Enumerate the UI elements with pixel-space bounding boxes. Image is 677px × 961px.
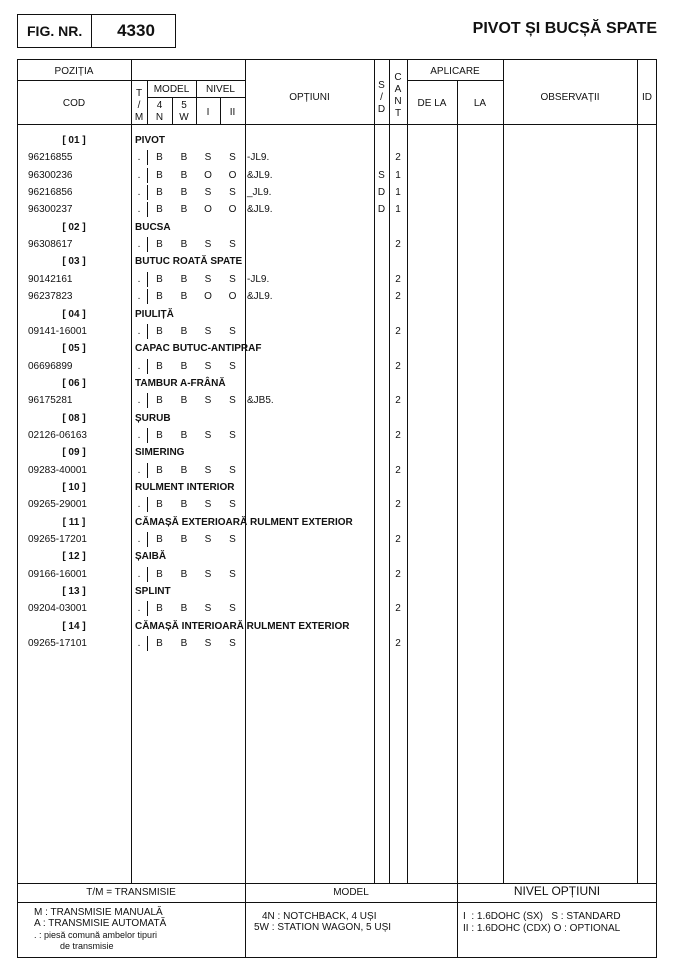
cant-value: 2 [395,239,401,251]
nivel-ii-value: S [229,325,236,337]
cant-value: 1 [395,204,401,216]
footer-tm-line: A : TRANSMISIE AUTOMATĂ [34,918,167,929]
model-4n-value: B [156,638,163,650]
section-name: ȘAIBĂ [135,551,167,563]
header-line-model [147,97,245,98]
section-row [0,341,677,358]
footer-tm-title: T/M = TRANSMISIE [86,887,176,898]
tm-value: . [137,325,141,337]
model-5w-value: B [180,152,188,164]
tm-value: . [137,187,141,199]
cant-value: 2 [395,291,401,303]
section-row [0,254,677,271]
nivel-ii-value: S [229,534,236,546]
header-tm-t: T [135,88,143,99]
header-cod: COD [62,98,86,109]
part-row [0,324,677,341]
section-ref: [ 12 ] [62,551,86,563]
model-5w-value: B [180,360,188,372]
nivel-i-value: O [204,291,212,303]
part-row [0,202,677,219]
model-5w-value: B [180,395,188,407]
part-code: 90142161 [28,273,73,285]
nivel-i-value: S [204,325,212,337]
footer-model-line: 4N : NOTCHBACK, 4 UȘI [262,911,377,922]
header-line-aplicare [407,80,503,81]
part-row [0,636,677,653]
nivel-ii-value: S [229,499,236,511]
tm-value: . [137,291,141,303]
cant-value: 2 [395,638,401,650]
part-code: 96237823 [28,291,73,303]
header-nivel-i: I [206,107,210,118]
model-5w-value: B [180,464,188,476]
section-name: SPLINT [135,586,171,598]
header-tm-m: M [134,112,144,123]
nivel-ii-value: O [228,291,237,303]
tm-divider-tick [147,324,148,339]
nivel-i-value: O [204,204,212,216]
part-code: 09265-17201 [28,534,87,546]
nivel-ii-value: S [229,395,236,407]
model-5w-value: B [180,291,188,303]
section-ref: [ 01 ] [62,135,86,146]
section-row [0,515,677,532]
tm-divider-tick [147,289,148,304]
tm-value: . [137,534,141,546]
header-aplicare: APLICARE [430,66,480,77]
header-line-pozitia [17,80,131,81]
model-5w-value: B [180,429,188,441]
model-4n-value: B [156,464,163,476]
header-cant-t: T [394,108,402,119]
part-row [0,150,677,167]
part-code: 09204-03001 [28,603,87,615]
tm-value: . [137,239,141,251]
nivel-i-value: S [204,360,212,372]
page-title: PIVOT ȘI BUCȘĂ SPATE [472,20,657,37]
model-4n-value: B [156,429,163,441]
section-ref: [ 05 ] [62,343,86,355]
header-tm-slash: / [137,100,141,111]
section-ref: [ 11 ] [62,516,86,528]
model-4n-value: B [156,291,163,303]
nivel-i-value: S [204,152,212,164]
model-4n-value: B [156,204,163,216]
section-name: PIVOT [135,135,166,146]
cant-value: 2 [395,395,401,407]
part-row [0,497,677,514]
cant-value: 2 [395,152,401,164]
sd-value: D [377,187,386,199]
model-5w-value: B [180,638,188,650]
part-row [0,393,677,410]
nivel-ii-value: S [229,239,236,251]
nivel-i-value: O [204,169,212,181]
tm-divider-tick [147,636,148,651]
section-ref: [ 03 ] [62,256,86,268]
part-row [0,237,677,254]
header-model-5w: W [179,112,189,123]
nivel-ii-value: S [229,187,236,199]
tm-divider-tick [147,272,148,287]
part-code: 09141-16001 [28,325,87,337]
section-row [0,133,677,150]
model-4n-value: B [156,499,163,511]
nivel-ii-value: S [229,464,236,476]
sd-value: D [377,204,386,216]
section-row [0,445,677,462]
tm-value: . [137,638,141,650]
model-4n-value: B [156,603,163,615]
figure-label: FIG. NR. [27,23,83,39]
model-4n-value: B [156,360,163,372]
header-la: LA [473,98,487,109]
header-line-top [131,80,245,81]
part-row [0,359,677,376]
cant-value: 2 [395,464,401,476]
cant-value: 2 [395,534,401,546]
model-4n-value: B [156,187,163,199]
footer-nivel-line: II : 1.6DOHC (CDX) O : OPTIONAL [463,923,621,934]
model-4n-value: B [156,239,163,251]
part-code: 09283-40001 [28,464,87,476]
header-model: MODEL [153,84,190,95]
model-5w-value: B [180,169,188,181]
header-id: ID [642,92,652,103]
tm-divider-tick [147,393,148,408]
tm-divider-tick [147,359,148,374]
model-4n-value: B [156,325,163,337]
footer-nivel-line: I : 1.6DOHC (SX) S : STANDARD [463,911,621,922]
part-code: 96216855 [28,152,73,164]
nivel-i-value: S [204,187,212,199]
tm-divider-tick [147,463,148,478]
part-code: 96308617 [28,239,73,251]
optiuni-value: &JL9. [247,204,273,216]
section-row [0,584,677,601]
nivel-i-value: S [204,429,212,441]
part-row [0,185,677,202]
tm-value: . [137,464,141,476]
header-model-4: 4 [156,100,163,111]
section-row [0,480,677,497]
section-ref: [ 10 ] [62,482,86,493]
header-line-bottom [17,124,657,125]
cant-value: 2 [395,603,401,615]
optiuni-value: -JL9. [247,273,270,285]
header-sd-s: S [378,80,385,91]
tm-value: . [137,360,141,372]
cant-value: 2 [395,325,401,337]
model-5w-value: B [180,325,188,337]
part-code: 06696899 [28,360,73,372]
part-code: 09166-16001 [28,568,87,580]
tm-divider-tick [147,497,148,512]
cant-value: 2 [395,360,401,372]
header-cant-n: N [394,96,402,107]
part-code: 96300237 [28,204,73,216]
header-optiuni: OPȚIUNI [289,92,330,103]
section-row [0,619,677,636]
section-ref: [ 14 ] [62,620,86,632]
nivel-ii-value: S [229,429,236,441]
header-sd-slash: / [380,92,383,103]
tm-divider-tick [147,168,148,183]
nivel-i-value: S [204,534,212,546]
model-5w-value: B [180,499,188,511]
section-ref: [ 04 ] [62,308,86,320]
section-name: SIMERING [135,447,185,459]
footer-line-title [17,902,657,903]
tm-value: . [137,603,141,615]
part-row [0,428,677,445]
nivel-i-value: S [204,239,212,251]
cant-value: 2 [395,273,401,285]
nivel-ii-value: S [229,638,236,650]
header-nivel-ii: II [229,107,236,118]
header-model-5: 5 [181,100,187,111]
model-4n-value: B [156,568,163,580]
nivel-i-value: S [204,464,212,476]
nivel-ii-value: S [229,568,236,580]
part-row [0,463,677,480]
header-cant-a: A [394,84,402,95]
footer-model-line: 5W : STATION WAGON, 5 UȘI [254,922,392,933]
tm-value: . [137,169,141,181]
section-name: CĂMAȘĂ INTERIOARĂ RULMENT EXTERIOR [135,620,350,632]
section-name: CĂMAȘĂ EXTERIOARĂ RULMENT EXTERIOR [135,516,353,528]
nivel-i-value: S [204,499,212,511]
nivel-ii-value: O [228,204,237,216]
model-5w-value: B [180,239,188,251]
tm-divider-tick [147,202,148,217]
section-ref: [ 09 ] [62,447,86,459]
tm-divider-tick [147,237,148,252]
tm-value: . [137,204,141,216]
model-4n-value: B [156,395,163,407]
model-5w-value: B [180,273,188,285]
header-cant-c: C [394,72,402,83]
part-code: 96175281 [28,395,73,407]
model-4n-value: B [156,169,163,181]
model-5w-value: B [180,603,188,615]
footer-nivel-title: NIVEL OPȚIUNI [513,884,601,898]
section-ref: [ 02 ] [62,221,86,233]
nivel-ii-value: S [229,603,236,615]
section-row [0,376,677,393]
part-code: 09265-17101 [28,638,87,650]
header-model-4n: N [155,112,164,123]
nivel-ii-value: S [229,273,236,285]
cant-value: 2 [395,429,401,441]
tm-divider-tick [147,428,148,443]
nivel-ii-value: S [229,152,236,164]
figure-number: 4330 [117,21,155,40]
part-row [0,289,677,306]
section-ref: [ 13 ] [62,586,86,598]
model-5w-value: B [180,534,188,546]
section-name: PIULIȚĂ [135,308,174,320]
section-name: CAPAC BUTUC-ANTIPRAF [135,343,262,355]
header-observatii: OBSERVAȚII [540,92,600,103]
tm-value: . [137,429,141,441]
part-code: 96300236 [28,169,73,181]
tm-value: . [137,273,141,285]
sd-value: S [378,169,385,181]
section-ref: [ 06 ] [62,377,86,389]
optiuni-value: &JL9. [247,169,273,181]
footer-tm-line: de transmisie [60,941,114,951]
model-4n-value: B [156,273,163,285]
part-row [0,601,677,618]
model-5w-value: B [180,204,188,216]
section-name: BUCSA [135,221,171,233]
header-nivel: NIVEL [206,84,235,95]
tm-divider-tick [147,150,148,165]
part-row [0,168,677,185]
cant-value: 1 [395,187,401,199]
section-name: BUTUC ROATĂ SPATE [135,256,243,268]
nivel-i-value: S [204,603,212,615]
nivel-i-value: S [204,638,212,650]
section-row [0,307,677,324]
model-5w-value: B [180,187,188,199]
footer-tm-line: M : TRANSMISIE MANUALĂ [34,907,163,918]
footer-model-title: MODEL [333,887,369,898]
nivel-ii-value: O [228,169,237,181]
part-row [0,532,677,549]
tm-value: . [137,568,141,580]
optiuni-value: &JB5. [247,395,274,407]
tm-divider-tick [147,532,148,547]
header-pozitia: POZIȚIA [54,66,94,77]
part-row [0,272,677,289]
optiuni-value: &JL9. [247,291,273,303]
header-de-la: DE LA [417,98,447,109]
section-name: TAMBUR A-FRÂNĂ [135,377,226,389]
model-4n-value: B [156,534,163,546]
tm-value: . [137,152,141,164]
tm-value: . [137,499,141,511]
tm-value: . [137,395,141,407]
nivel-i-value: S [204,395,212,407]
tm-divider-tick [147,185,148,200]
part-code: 96216856 [28,187,73,199]
cant-value: 1 [395,169,401,181]
figure-box-divider [91,14,92,48]
section-name: RULMENT INTERIOR [135,482,235,493]
nivel-i-value: S [204,273,212,285]
section-row [0,411,677,428]
tm-divider-tick [147,601,148,616]
optiuni-value: _JL9. [247,187,272,199]
part-row [0,567,677,584]
section-row [0,549,677,566]
optiuni-value: -JL9. [247,152,270,164]
header-sd-d: D [377,104,386,115]
footer-tm-line: . : piesă comună ambelor tipuri [34,930,158,940]
cant-value: 2 [395,568,401,580]
nivel-ii-value: S [229,360,236,372]
part-code: 02126-06163 [28,429,87,441]
section-row [0,220,677,237]
nivel-i-value: S [204,568,212,580]
section-ref: [ 08 ] [62,412,86,424]
model-4n-value: B [156,152,163,164]
model-5w-value: B [180,568,188,580]
section-name: ȘURUB [135,412,171,424]
tm-divider-tick [147,567,148,582]
part-code: 09265-29001 [28,499,87,511]
cant-value: 2 [395,499,401,511]
